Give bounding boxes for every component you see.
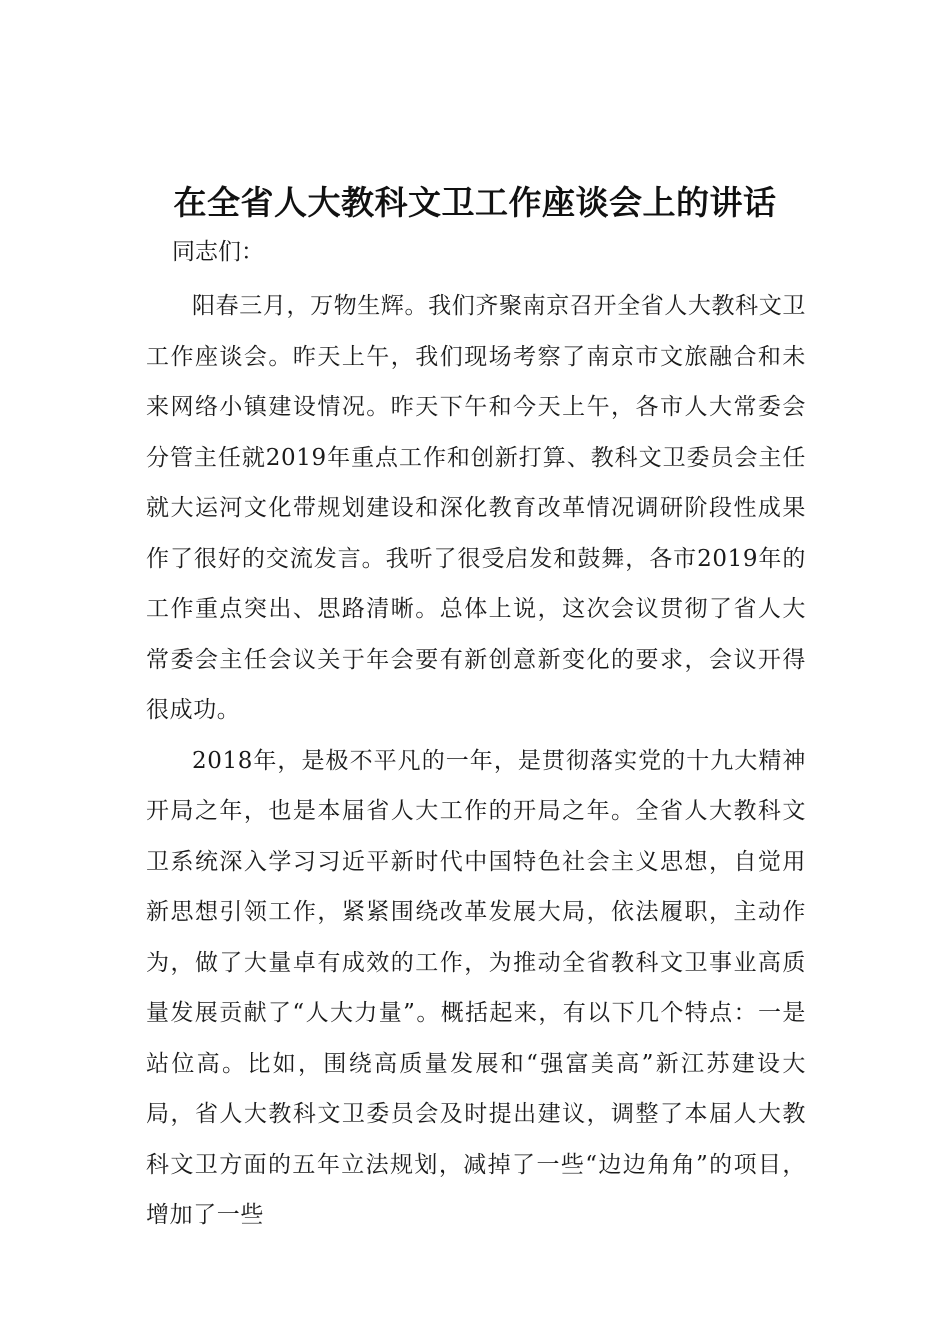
body-paragraph: 阳春三月，万物生辉。我们齐聚南京召开全省人大教科文卫工作座谈会。昨天上午，我们现场考察了南京市文旅融合和未来网络小镇建设情况。昨天下午和今天上午，各市人大常委会分管主任就2019年重点工作和创新打算、教科文卫委员会主任就大运河文化带规划建设和深化教育改革情况调研阶段性成果作了很好的交流发言。我听了很受启发和鼓舞，各市2019年的工作重点突出、思路清晰。总体上说，这次会议贯彻了省人大常委会主任会议关于年会要有新创意新变化的要求，会议开得很成功。 xyxy=(146,293,806,723)
document-body xyxy=(146,281,806,1241)
body-paragraph: 2018年，是极不平凡的一年，是贯彻落实党的十九大精神开局之年，也是本届省人大工作的开局之年。全省人大教科文卫系统深入学习习近平新时代中国特色社会主义思想，自觉用新思想引领工作，紧紧围绕改革发展大局，依法履职，主动作为，做了大量卓有成效的工作，为推动全省教科文卫事业高质量发展贡献了“人大力量”。概括起来，有以下几个特点：一是站位高。比如，围绕高质量发展和“强富美高”新江苏建设大局，省人大教科文卫委员会及时提出建议，调整了本届人大教科文卫方面的五年立法规划，减掉了一些“边边角角”的项目，增加了一些 xyxy=(146,747,806,1228)
document-title: 在全省人大教科文卫工作座谈会上的讲话 xyxy=(173,183,777,222)
salutation: 同志们： xyxy=(172,239,264,265)
